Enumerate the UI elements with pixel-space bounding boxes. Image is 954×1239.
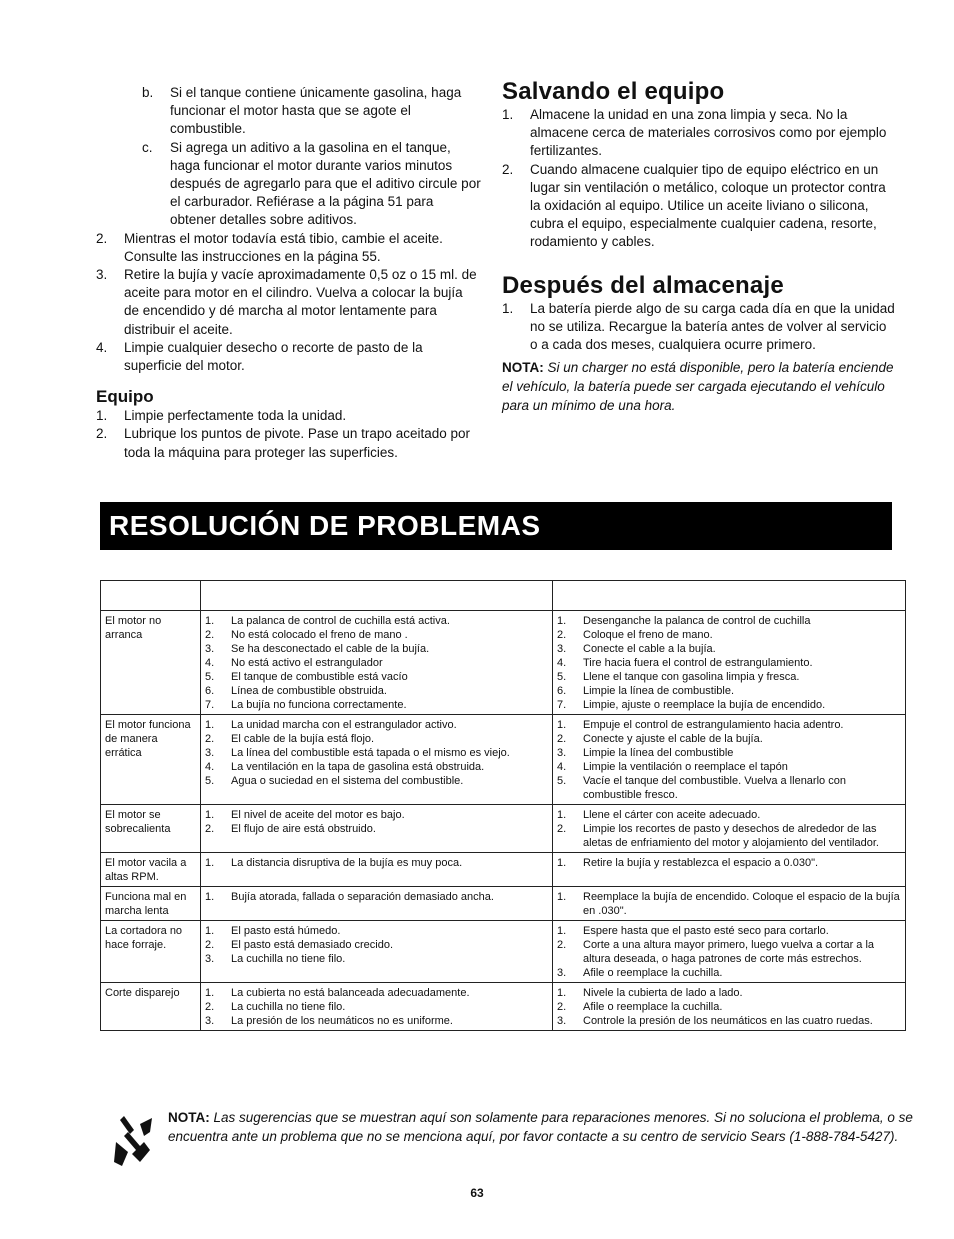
table-list-item: [557, 670, 902, 684]
list-item: 1. Limpie perfectamente toda la unidad.: [96, 408, 347, 424]
item-number: 1.: [557, 987, 567, 999]
salvando-list: [502, 106, 897, 252]
table-list-item: [557, 1014, 902, 1028]
item-number: 3.: [557, 747, 567, 759]
table-list-item: [205, 924, 549, 938]
table-list-item: [205, 628, 549, 642]
equipo-heading: Equipo: [96, 387, 154, 407]
table-row: [101, 805, 906, 853]
item-text: Controle la presión de los neumáticos en las cuatro ruedas.: [583, 1015, 873, 1027]
table-list-item: [557, 642, 902, 656]
item-text: Se ha desconectado el cable de la bujía.: [231, 643, 430, 655]
item-number: 3.: [557, 967, 567, 979]
despues-heading: Después del almacenaje: [502, 271, 784, 299]
table-list-item: [205, 614, 549, 628]
table-list-item: [205, 822, 549, 836]
item-number: 2.: [557, 939, 567, 951]
item-number: 6.: [557, 685, 567, 697]
wrench-screwdriver-icon: [110, 1112, 156, 1170]
item-text: La bujía no funciona correctamente.: [231, 699, 407, 711]
item-number: 5.: [557, 671, 567, 683]
item-text: Espere hasta que el pasto esté seco para cortarlo.: [583, 925, 829, 937]
table-list-item: [557, 614, 902, 628]
table-list-item: [557, 718, 902, 732]
sub-item-list: [96, 84, 481, 230]
problem-cell: La cortadora no hace forraje.: [101, 921, 201, 983]
item-text: La presión de los neumáticos no es uniforme.: [231, 1015, 453, 1027]
table-list-item: [205, 732, 549, 746]
item-text: Retire la bujía y restablezca el espacio a 0.030".: [583, 857, 819, 869]
item-text: Vacíe el tanque del combustible. Vuelva a llenarlo con combustible fresco.: [583, 775, 846, 801]
item-text: Limpie, ajuste o reemplace la bujía de encendido.: [583, 699, 826, 711]
list-item: 2. Cuando almacene cualquier tipo de equipo eléctrico en un lugar sin ventilación o metálico, coloque un protector contra la oxidación al equipo. Utilice un aceite liviano o silicona, cubra el equipo, especialmente cualquier cadena, resorte, rodamiento y cables.: [502, 161, 886, 250]
table-list-item: [205, 890, 549, 904]
remedy-cell: [553, 715, 906, 805]
cause-cell: [201, 983, 553, 1031]
item-text: Llene el cárter con aceite adecuado.: [583, 809, 761, 821]
table-list-item: [557, 656, 902, 670]
item-number: 1.: [557, 615, 567, 627]
item-text: Conecte y ajuste el cable de la bujía.: [583, 733, 763, 745]
list-item: b. Si el tanque contiene únicamente gasolina, haga funcionar el motor hasta que se agote el combustible.: [142, 85, 462, 137]
despues-list: [502, 300, 897, 355]
item-text: Afile o reemplace la cuchilla.: [583, 1001, 723, 1013]
cause-cell: [201, 715, 553, 805]
table-list-item: [205, 746, 549, 760]
item-text: Limpie la ventilación o reemplace el tapón: [583, 761, 788, 773]
list-item: 1. La batería pierde algo de su carga cada día en que la unidad no se utiliza. Recargue la batería antes de volver al servicio o a cada dos meses, cualquiera ocurre primero.: [502, 300, 895, 353]
problem-cell: El motor vacila a altas RPM.: [101, 853, 201, 887]
item-text: Empuje el control de estrangulamiento hacia adentro.: [583, 719, 844, 731]
item-text: El pasto está demasiado crecido.: [231, 939, 394, 951]
table-list-item: [205, 718, 549, 732]
item-text: El flujo de aire está obstruido.: [231, 823, 376, 835]
table-row: [101, 983, 906, 1031]
remedy-cell: [553, 887, 906, 921]
item-number: 6.: [205, 685, 215, 697]
item-number: 2.: [557, 629, 567, 641]
table-row: [101, 921, 906, 983]
list-item: c. Si agrega un aditivo a la gasolina en el tanque, haga funcionar el motor durante varios minutos después de agregarlo para que el aditivo circule por el carburador. Refiérase a la página 51 para obtener detalles sobre aditivos.: [142, 139, 481, 228]
note-text: Si un charger no está disponible, pero la batería enciende el vehículo, la batería puede ser cargada ejecutando el vehículo para un mínimo de una hora.: [502, 360, 894, 414]
item-text: La unidad marcha con el estrangulador activo.: [231, 719, 457, 731]
item-text: Limpie la línea de combustible.: [583, 685, 735, 697]
item-number: 4.: [557, 761, 567, 773]
table-body: [101, 581, 906, 1031]
cause-cell: [201, 805, 553, 853]
table-list-item: [557, 732, 902, 746]
item-number: 4.: [557, 657, 567, 669]
item-number: 2.: [557, 1001, 567, 1013]
table-list-item: [205, 670, 549, 684]
list-item: 2. Mientras el motor todavía está tibio, cambie el aceite. Consulte las instrucciones en la página 55.: [96, 230, 443, 264]
table-list-item: [205, 986, 549, 1000]
item-number: 2.: [205, 629, 215, 641]
footer-note-label: NOTA:: [168, 1110, 210, 1125]
item-text: No está colocado el freno de mano .: [231, 629, 408, 641]
item-number: 7.: [205, 699, 215, 711]
item-number: 1.: [557, 809, 567, 821]
item-number: 4.: [205, 761, 215, 773]
item-text: La línea del combustible está tapada o el mismo es viejo.: [231, 747, 510, 759]
item-text: Corte a una altura mayor primero, luego vuelva a cortar a la altura deseada, o haga patrones de corte más estrechos.: [583, 939, 875, 965]
item-number: 5.: [205, 671, 215, 683]
table-list-item: [557, 808, 902, 822]
item-text: Conecte el cable a la bujía.: [583, 643, 716, 655]
list-item: 1. Almacene la unidad en una zona limpia y seca. No la almacene cerca de materiales corrosivos como por ejemplo fertilizantes.: [502, 107, 887, 159]
table-list-item: [205, 774, 549, 788]
footer-note-text: Las sugerencias que se muestran aquí son solamente para reparaciones menores. Si no soluciona el problema, o se encuentra ante un problema que no se menciona aquí, por favor contacte a su centro de servicio Sears (1-888-784-5427).: [168, 1110, 913, 1144]
table-row: [101, 853, 906, 887]
problem-cell: Funciona mal en marcha lenta: [101, 887, 201, 921]
item-number: 3.: [205, 1015, 215, 1027]
item-text: Afile o reemplace la cuchilla.: [583, 967, 723, 979]
table-list-item: [205, 642, 549, 656]
item-number: 1.: [557, 891, 567, 903]
item-number: 1.: [205, 925, 215, 937]
cause-cell: [201, 611, 553, 715]
item-number: 1.: [557, 719, 567, 731]
item-text: El pasto está húmedo.: [231, 925, 341, 937]
item-number: 1.: [205, 987, 215, 999]
item-text: Limpie los recortes de pasto y desechos de alrededor de las aletas de enfriamiento del motor y alojamiento del ventilador.: [583, 823, 879, 849]
numbered-list: [96, 230, 481, 376]
table-list-item: [557, 924, 902, 938]
problem-cell: El motor no arranca: [101, 611, 201, 715]
item-number: 1.: [557, 857, 567, 869]
table-list-item: [557, 856, 902, 870]
item-text: El nivel de aceite del motor es bajo.: [231, 809, 405, 821]
left-column: [96, 84, 481, 462]
item-number: 3.: [205, 747, 215, 759]
salvando-heading: Salvando el equipo: [502, 78, 725, 105]
problem-cell: El motor funciona de manera errática: [101, 715, 201, 805]
battery-note: [502, 358, 897, 415]
remedy-cell: [553, 921, 906, 983]
table-list-item: [205, 808, 549, 822]
table-list-item: [557, 938, 902, 966]
table-list-item: [205, 938, 549, 952]
header-cell: [201, 581, 553, 611]
list-item: 2. Lubrique los puntos de pivote. Pase un trapo aceitado por toda la máquina para proteger las superficies.: [96, 426, 470, 460]
cause-cell: [201, 853, 553, 887]
item-number: 2.: [205, 823, 215, 835]
item-text: La cuchilla no tiene filo.: [231, 953, 346, 965]
table-list-item: [205, 1000, 549, 1014]
item-number: 2.: [557, 733, 567, 745]
item-text: Línea de combustible obstruida.: [231, 685, 387, 697]
list-item: 3. Retire la bujía y vacíe aproximadamente 0,5 oz o 15 ml. de aceite para motor en el cilindro. Vuelva a colocar la bujía de encendido y dé marcha al motor lentamente para distribuir el aceite.: [96, 267, 477, 337]
item-number: 3.: [205, 953, 215, 965]
item-text: Reemplace la bujía de encendido. Coloque el espacio de la bujía en .030".: [583, 891, 900, 917]
item-text: No está activo el estrangulador: [231, 657, 383, 669]
item-text: La distancia disruptiva de la bujía es muy poca.: [231, 857, 463, 869]
remedy-cell: [553, 805, 906, 853]
item-text: La cubierta no está balanceada adecuadamente.: [231, 987, 470, 999]
problem-cell: Corte disparejo: [101, 983, 201, 1031]
right-column: [502, 78, 897, 415]
table-list-item: [205, 698, 549, 712]
table-list-item: [205, 952, 549, 966]
item-text: El cable de la bujía está flojo.: [231, 733, 375, 745]
item-number: 3.: [205, 643, 215, 655]
table-list-item: [557, 966, 902, 980]
table-list-item: [205, 684, 549, 698]
item-text: Bujía atorada, fallada o separación demasiado ancha.: [231, 891, 494, 903]
item-text: La ventilación en la tapa de gasolina está obstruida.: [231, 761, 485, 773]
table-list-item: [557, 822, 902, 850]
table-row: [101, 887, 906, 921]
item-number: 2.: [557, 823, 567, 835]
item-number: 4.: [205, 657, 215, 669]
table-row: [101, 611, 906, 715]
remedy-cell: [553, 611, 906, 715]
table-list-item: [557, 746, 902, 760]
item-number: 1.: [205, 719, 215, 731]
item-number: 1.: [205, 891, 215, 903]
item-number: 1.: [557, 925, 567, 937]
table-list-item: [205, 1014, 549, 1028]
table-list-item: [557, 628, 902, 642]
table-list-item: [205, 856, 549, 870]
table-header-row: [101, 581, 906, 611]
table-row: [101, 715, 906, 805]
item-number: 2.: [205, 733, 215, 745]
item-number: 2.: [205, 939, 215, 951]
footer-note: [168, 1108, 918, 1146]
item-number: 5.: [557, 775, 567, 787]
table-list-item: [205, 656, 549, 670]
item-text: Agua o suciedad en el sistema del combustible.: [231, 775, 464, 787]
section-banner: RESOLUCIÓN DE PROBLEMAS: [100, 502, 892, 550]
item-number: 1.: [205, 615, 215, 627]
cause-cell: [201, 921, 553, 983]
table-list-item: [557, 890, 902, 918]
problem-cell: El motor se sobrecalienta: [101, 805, 201, 853]
table-list-item: [557, 684, 902, 698]
table-list-item: [557, 698, 902, 712]
table-list-item: [557, 774, 902, 802]
item-text: Nivele la cubierta de lado a lado.: [583, 987, 743, 999]
table-list-item: [205, 760, 549, 774]
table-list-item: [557, 1000, 902, 1014]
cause-cell: [201, 887, 553, 921]
item-number: 3.: [557, 643, 567, 655]
header-cell: [101, 581, 201, 611]
item-number: 1.: [205, 857, 215, 869]
item-text: Coloque el freno de mano.: [583, 629, 713, 641]
list-item: 4. Limpie cualquier desecho o recorte de pasto de la superficie del motor.: [96, 339, 423, 374]
item-number: 2.: [205, 1001, 215, 1013]
remedy-cell: [553, 983, 906, 1031]
note-label: NOTA:: [502, 360, 544, 376]
table-list-item: [557, 760, 902, 774]
item-number: 3.: [557, 1015, 567, 1027]
item-number: 7.: [557, 699, 567, 711]
item-text: La cuchilla no tiene filo.: [231, 1001, 346, 1013]
item-text: La palanca de control de cuchilla está activa.: [231, 615, 450, 627]
table-list-item: [557, 986, 902, 1000]
troubleshooting-table: [100, 580, 906, 1031]
item-text: Desenganche la palanca de control de cuchilla: [583, 615, 811, 627]
remedy-cell: [553, 853, 906, 887]
item-text: Tire hacia fuera el control de estrangulamiento.: [583, 657, 813, 669]
equipo-list: [96, 407, 481, 462]
item-text: Llene el tanque con gasolina limpia y fresca.: [583, 671, 800, 683]
item-number: 1.: [205, 809, 215, 821]
page-number: 63: [470, 1186, 484, 1200]
item-text: Limpie la línea del combustible: [583, 747, 734, 759]
header-cell: [553, 581, 906, 611]
item-text: El tanque de combustible está vacío: [231, 671, 408, 683]
item-number: 5.: [205, 775, 215, 787]
